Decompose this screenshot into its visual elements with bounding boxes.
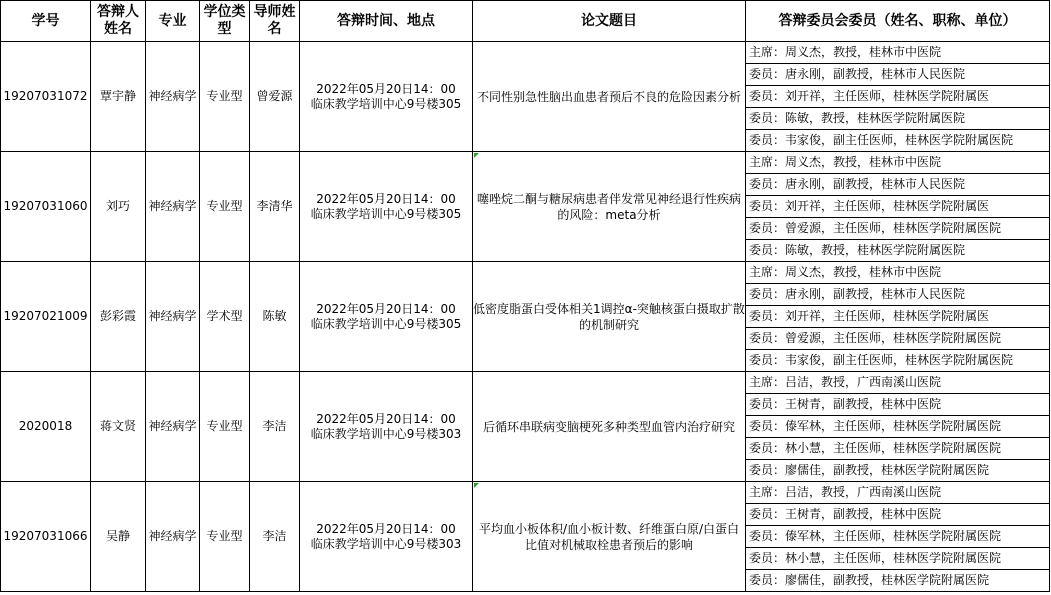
committee-member: 委员：林小慧，主任医师，桂林医学院附属医院 — [746, 438, 1049, 460]
advisor-name: 李洁 — [262, 529, 287, 543]
degree-type: 学术型 — [206, 309, 243, 323]
student-id: 19207031066 — [3, 529, 88, 543]
major-cell — [146, 482, 200, 592]
advisor-cell — [250, 152, 300, 262]
major-cell — [146, 152, 200, 262]
major-cell — [146, 372, 200, 482]
advisor-cell — [250, 262, 300, 372]
committee-cell — [746, 372, 1050, 482]
committee-member: 主席：吕洁，教授，广西南溪山医院 — [746, 482, 1049, 504]
committee-member: 委员：曾爱源，主任医师，桂林医学院附属医院 — [746, 218, 1049, 240]
advisor-name: 曾爱源 — [256, 89, 293, 103]
degree-type-cell — [200, 42, 250, 152]
respondent-name: 刘巧 — [105, 199, 130, 213]
committee-member: 主席：吕洁，教授，广西南溪山医院 — [746, 372, 1049, 394]
committee-member: 委员：曾爱源，主任医师，桂林医学院附属医院 — [746, 328, 1049, 350]
major: 神经病学 — [148, 309, 197, 323]
committee-member: 委员：唐永刚，副教授，桂林市人民医院 — [746, 64, 1049, 86]
cell-comment-marker — [474, 483, 479, 488]
time-place-cell — [300, 372, 473, 482]
committee-member: 主席：周义杰，教授，桂林市中医院 — [746, 152, 1049, 174]
table-row — [1, 262, 1050, 372]
header-row — [1, 1, 1050, 42]
committee-cell — [746, 42, 1050, 152]
defense-time: 2022年05月20日14：00 — [316, 81, 456, 96]
major: 神经病学 — [148, 89, 197, 103]
major-cell — [146, 42, 200, 152]
committee-member: 委员：傣军林，主任医师，桂林医学院附属医院 — [746, 416, 1049, 438]
thesis-title-cell — [473, 482, 746, 592]
defense-time: 2022年05月20日14：00 — [316, 301, 456, 316]
degree-type: 专业型 — [206, 419, 243, 433]
student-id-cell — [1, 152, 91, 262]
degree-type-cell — [200, 372, 250, 482]
committee-member: 委员：廖儒佳，副教授，桂林医学院附属医院 — [749, 463, 990, 477]
time-place-cell — [300, 482, 473, 592]
defense-place: 临床教学培训中心9号楼303 — [310, 536, 462, 551]
major: 神经病学 — [148, 419, 197, 433]
header-student-id: 学号 — [1, 1, 91, 42]
thesis-title: 噻唑烷二酮与糖尿病患者伴发常见神经退行性疾病的风险：meta分析 — [476, 191, 741, 222]
advisor-cell — [250, 482, 300, 592]
defense-place: 临床教学培训中心9号楼305 — [310, 206, 462, 221]
student-id: 19207031060 — [3, 199, 88, 213]
defense-place: 临床教学培训中心9号楼303 — [310, 426, 462, 441]
table-row — [1, 42, 1050, 152]
committee-member: 委员：刘开祥，主任医师，桂林医学院附属医 — [746, 86, 1049, 108]
thesis-title-cell — [473, 262, 746, 372]
committee-cell — [746, 152, 1050, 262]
table-row — [1, 482, 1050, 592]
advisor-name: 陈敏 — [262, 309, 287, 323]
defense-place: 临床教学培训中心9号楼305 — [310, 316, 462, 331]
respondent-cell — [91, 42, 146, 152]
advisor-name: 李洁 — [262, 419, 287, 433]
time-place-cell — [300, 42, 473, 152]
header-time-place: 答辩时间、地点 — [300, 1, 473, 42]
defense-time: 2022年05月20日14：00 — [316, 191, 456, 206]
header-committee: 答辩委员会委员（姓名、职称、单位） — [746, 1, 1050, 42]
committee-cell — [746, 262, 1050, 372]
committee-member: 委员：陈敏，教授，桂林医学院附属医院 — [746, 108, 1049, 130]
committee-member: 委员：廖儒佳，副教授，桂林医学院附属医院 — [749, 573, 990, 587]
header-major: 专业 — [146, 1, 200, 42]
major: 神经病学 — [148, 529, 197, 543]
header-degree-type: 学位类型 — [200, 1, 250, 42]
respondent-cell — [91, 372, 146, 482]
respondent-name: 吴静 — [105, 529, 130, 543]
defense-place: 临床教学培训中心9号楼305 — [310, 96, 462, 111]
committee-member: 委员：傣军林，主任医师，桂林医学院附属医院 — [746, 526, 1049, 548]
respondent-name: 蒋文贤 — [99, 419, 136, 433]
defense-time: 2022年05月20日14：00 — [316, 521, 456, 536]
committee-member: 委员：刘开祥，主任医师，桂林医学院附属医 — [746, 306, 1049, 328]
student-id: 19207021009 — [3, 309, 88, 323]
student-id-cell — [1, 42, 91, 152]
advisor-cell — [250, 372, 300, 482]
committee-cell — [746, 482, 1050, 592]
cell-comment-marker — [474, 153, 479, 158]
degree-type: 专业型 — [206, 199, 243, 213]
major-cell — [146, 262, 200, 372]
committee-member: 主席：周义杰，教授，桂林市中医院 — [746, 42, 1049, 64]
thesis-title: 不同性别急性脑出血患者预后不良的危险因素分析 — [476, 89, 741, 104]
student-id: 2020018 — [18, 419, 73, 433]
respondent-cell — [91, 262, 146, 372]
major: 神经病学 — [148, 199, 197, 213]
committee-member: 主席：周义杰，教授，桂林市中医院 — [746, 262, 1049, 284]
thesis-title-cell — [473, 372, 746, 482]
thesis-title: 平均血小板体积/血小板计数、纤维蛋白原/白蛋白比值对机械取栓患者预后的影响 — [478, 521, 740, 552]
degree-type-cell — [200, 482, 250, 592]
degree-type-cell — [200, 262, 250, 372]
committee-member: 委员：韦家俊，副主任医师，桂林医学院附属医院 — [749, 353, 1014, 367]
thesis-title: 后循环串联病变脑梗死多种类型血管内治疗研究 — [482, 419, 735, 434]
degree-type: 专业型 — [206, 89, 243, 103]
committee-member: 委员：王树青，副教授，桂林中医院 — [746, 394, 1049, 416]
defense-time: 2022年05月20日14：00 — [316, 411, 456, 426]
student-id-cell — [1, 482, 91, 592]
respondent-name: 彭彩霞 — [99, 309, 136, 323]
committee-member: 委员：王树青，副教授，桂林中医院 — [746, 504, 1049, 526]
respondent-cell — [91, 482, 146, 592]
thesis-title-cell — [473, 152, 746, 262]
time-place-cell — [300, 152, 473, 262]
committee-member: 委员：韦家俊，副主任医师，桂林医学院附属医院 — [749, 133, 1014, 147]
table-row — [1, 372, 1050, 482]
advisor-cell — [250, 42, 300, 152]
student-id-cell — [1, 372, 91, 482]
respondent-name: 覃宇静 — [99, 89, 136, 103]
committee-member: 委员：唐永刚，副教授，桂林市人民医院 — [746, 174, 1049, 196]
degree-type-cell — [200, 152, 250, 262]
committee-member: 委员：刘开祥，主任医师，桂林医学院附属医 — [746, 196, 1049, 218]
committee-member: 委员：林小慧，主任医师，桂林医学院附属医院 — [746, 548, 1049, 570]
time-place-cell — [300, 262, 473, 372]
thesis-title-cell — [473, 42, 746, 152]
student-id: 19207031072 — [3, 89, 88, 103]
header-advisor: 导师姓名 — [250, 1, 300, 42]
advisor-name: 李清华 — [256, 199, 293, 213]
thesis-title: 低密度脂蛋白受体相关1调控α-突触核蛋白摄取扩散的机制研究 — [473, 301, 745, 332]
header-thesis-title: 论文题目 — [473, 1, 746, 42]
student-id-cell — [1, 262, 91, 372]
degree-type: 专业型 — [206, 529, 243, 543]
header-respondent: 答辩人姓名 — [91, 1, 146, 42]
table-row — [1, 152, 1050, 262]
committee-member: 委员：陈敏，教授，桂林医学院附属医院 — [749, 243, 966, 257]
committee-member: 委员：唐永刚，副教授，桂林市人民医院 — [746, 284, 1049, 306]
respondent-cell — [91, 152, 146, 262]
